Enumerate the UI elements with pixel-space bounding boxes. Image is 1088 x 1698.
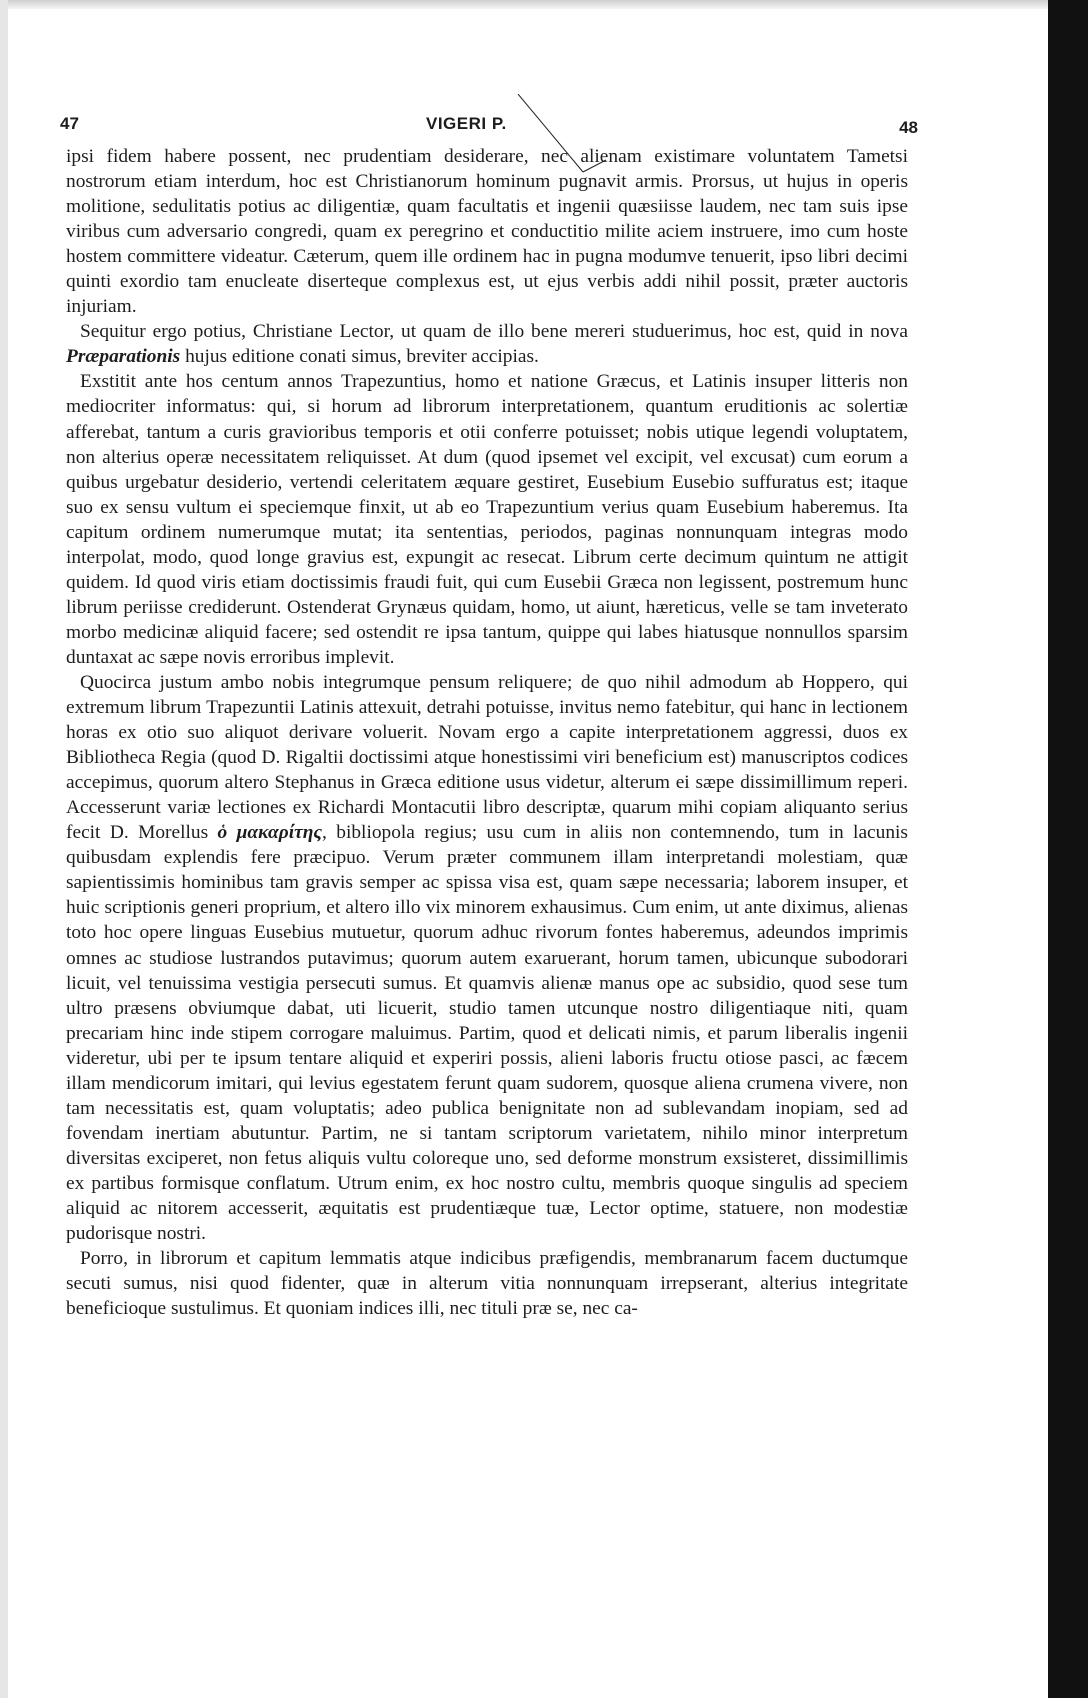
- scan-scratch-mark: [488, 94, 608, 174]
- left-column-number: 47: [60, 114, 79, 133]
- paragraph: Exstitit ante hos centum annos Trapezuntius, homo et natione Græcus, et Latinis insuper litteris non mediocriter informatus: qui, si horum ad librorum interpretationem, quantum eruditionis ac solertiæ afferebat, tantum a curis gravioribus temporis et otii conferre potuisset; nobis utique legendi voluptatem, non alterius operæ necessitatem reliquisset. At dum (quod ipsemet vel excipit, vel excusat) cum eorum a quibus urgebatur desiderio, vertendi celeritatem æquare gestiret, Eusebium Eusebio suffuratus est; itaque suo ex sensu vultum ei speciemque finxit, ut ab eo Trapezuntium verius quam Eusebium haberemus. Ita capitum ordinem numerumque mutat; ita sententias, periodos, paginas nonnunquam integras modo interpolat, modo, quod longe gravius est, expungit ac resecat. Librum certe decimum quintum ne attigit quidem. Id quod viris etiam doctissimis fraudi fuit, qui cum Eusebii Græca non legissent, postremum hunc librum periisse crediderunt. Ostenderat Grynæus quidam, homo, ut aiunt, hæreticus, velle se tam inveterato morbo medicinæ aliquid facere; sed ostendit re ipsa tantum, quippe qui labes hiatusque nonnullos sparsim duntaxat ac sæpe novis erroribus implevit.: [66, 371, 908, 668]
- body-text: [66, 144, 908, 1321]
- running-title: VIGERI P.: [426, 114, 507, 133]
- paragraph: Quocirca justum ambo nobis integrumque pensum reliquere; de quo nihil admodum ab Hoppero, qui extremum librum Trapezuntii Latinis attexuit, detrahi potuisse, invitus nemo fatebitur, qui hanc in lectionem horas ex otio suo aliquot derivare voluerit. Novam ergo a capite interpretationem aggressi, duos ex Bibliotheca Regia (quod D. Rigaltii doctissimi atque honestissimi viri beneficium est) manuscriptos codices accepimus, quorum altero Stephanus in Græca editione usus videtur, alterum ei sæpe dissimillimum reperi. Accesserunt variæ lectiones ex Richardi Montacutii libro descriptæ, quarum mihi copiam aliquanto serius fecit D. Morellus ὁ μακαρίτης, bibliopola regius; usu cum in aliis non contemnendo, tum in lacunis quibusdam explendis fere præcipuo. Verum præter communem illam interpretandi molestiam, quæ sapientissimis hominibus tam gravis semper ac spissa visa est, quam sæpe necessaria; laborem insuper, et huic scriptionis generi proprium, et altero illo vix minorem exhausimus. Cum enim, ut ante diximus, alienas toto hoc opere linguas Eusebius mutuetur, quorum adhuc rivorum fontes haberemus, adeundos imprimis omnes ac studiose lustrandos putavimus; quorum autem exaruerant, horum tamen, ubicunque subodorari licuit, vel tenuissima vestigia persecuti sumus. Et quamvis alienæ manus ope ac subsidio, quod sese tum ultro præsens obviumque dabat, uti licuerit, studio tamen utcunque nostro diligentiaque niti, quam precariam hinc inde stipem corrogare maluimus. Partim, quod et delicati nimis, et parum liberalis ingenii videretur, ubi per te ipsum tentare aliquid et experiri possis, alieni laboris fructu otiose pasci, ac fæcem illam mendicorum imitari, qui levius egestatem ferunt quam sudorem, quosque aliena crumena vivere, non tam necessitatis est, quam voluptatis; adeo publica benignitate non ad sublevandam inopiam, sed ad fovendam inertiam abutuntur. Partim, ne si tantam scriptorum varietatem, nihilo minor interpretum diversitas exciperet, non fetus aliquis vultu coloreque uno, sed deforme monstrum exsisteret, dissimillimis ex partibus formisque conflatum. Utrum enim, ex hoc nostro cultu, membris quoque singulis ad speciem aliquid ac nitorem accesserit, æquitatis est prudentiæque tuæ, Lector optime, statuere, non modestiæ pudorisque nostri.: [66, 671, 908, 1245]
- scan-top-edge: [0, 0, 1088, 9]
- running-head: [60, 104, 918, 144]
- book-page: [60, 104, 918, 1321]
- paragraph: Sequitur ergo potius, Christiane Lector, ut quam de illo bene mereri studuerimus, hoc est, quid in nova Præparationis hujus editione conati simus, breviter accipias.: [66, 321, 908, 368]
- right-column-number: 48: [899, 118, 918, 137]
- paragraph: ipsi fidem habere possent, nec prudentiam desiderare, nec alienam existimare voluntatem Tametsi nostrorum etiam interdum, hoc est Christianorum hominum pugnavit armis. Prorsus, ut hujus in operis molitione, sedulitatis potius ac diligentiæ, quam facultatis et ingenii quæsiisse laudem, nec tam suis ipse viribus cum adversario congredi, quam ex peregrino et conductitio milite aciem instruere, imo cum hoste hostem committere videatur. Cæterum, quem ille ordinem hac in pugna modumve tenuerit, ipso libri decimi quinti exordio tam enucleate diserteque complexus est, ut ejus verbis addi nihil possit, præter auctoris injuriam.: [66, 146, 908, 318]
- paragraph: Porro, in librorum et capitum lemmatis atque indicibus præfigendis, membranarum facem ductumque secuti sumus, nisi quod fidenter, quæ in alterum vitia nonnunquam irrepserant, alterius integritate beneficioque sustulimus. Et quoniam indices illi, nec tituli præ se, nec ca-: [66, 1248, 908, 1320]
- scan-left-edge: [0, 0, 8, 1698]
- scan-right-edge: [1048, 0, 1088, 1698]
- greek-phrase: ὁ μακαρίτης: [217, 822, 323, 844]
- italic-title: Præparationis: [66, 346, 181, 368]
